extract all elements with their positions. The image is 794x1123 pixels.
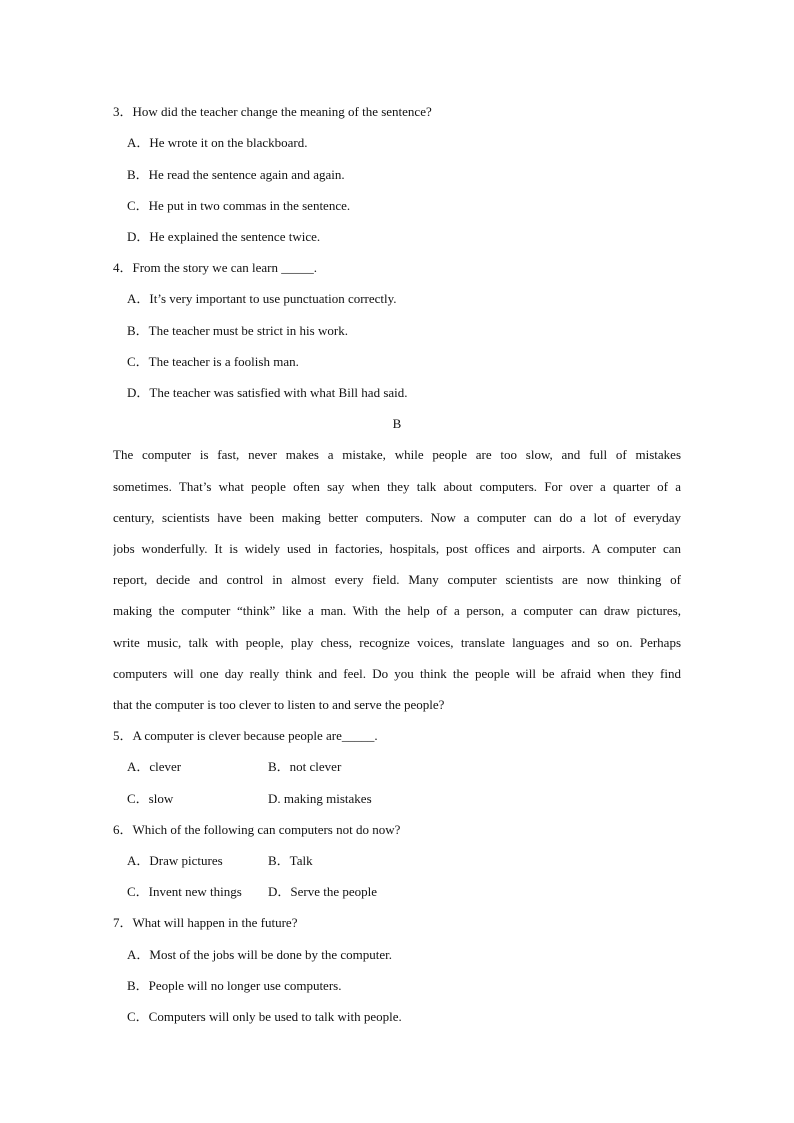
question-4-option-b: B．The teacher must be strict in his work.	[127, 323, 348, 338]
question-4-stem: 4．From the story we can learn _____.	[113, 260, 317, 275]
question-7-option-a: A．Most of the jobs will be done by the computer.	[127, 947, 393, 962]
question-7-option-b: B．People will no longer use computers.	[127, 978, 342, 993]
question-5-option-b: B．not clever	[268, 759, 342, 774]
question-5-option-d: D. making mistakes	[268, 791, 372, 806]
passage-line: report, decide and control in almost every field. Many computer scientists are now thinking of	[113, 572, 681, 587]
question-4-option-d: D．The teacher was satisfied with what Bill had said.	[127, 385, 408, 400]
question-4-option-a: A．It’s very important to use punctuation correctly.	[127, 291, 397, 306]
question-3-option-c: C．He put in two commas in the sentence.	[127, 198, 351, 213]
question-6-option-b: B．Talk	[268, 853, 313, 868]
passage-line: sometimes. That’s what people often say when they talk about computers. For over a quarter of a	[113, 479, 681, 494]
question-3-option-a: A．He wrote it on the blackboard.	[127, 135, 308, 150]
question-5-option-a: A．clever	[127, 759, 182, 774]
question-4-option-c: C．The teacher is a foolish man.	[127, 354, 299, 369]
question-5-option-c: C．slow	[127, 791, 174, 806]
passage-line: making the computer “think” like a man. With the help of a person, a computer can draw pictures,	[113, 603, 681, 618]
passage-line: computers will one day really think and feel. Do you think the people will be afraid when they find	[113, 666, 681, 681]
question-7-option-c: C．Computers will only be used to talk with people.	[127, 1009, 402, 1024]
passage-line: write music, talk with people, play chess, recognize voices, translate languages and so on. Perhaps	[113, 635, 681, 650]
question-6-option-a: A．Draw pictures	[127, 853, 223, 868]
section-b-title: B	[392, 416, 402, 431]
passage-line: that the computer is too clever to listen to and serve the people?	[113, 697, 445, 712]
passage-line: century, scientists have been making better computers. Now a computer can do a lot of everyday	[113, 510, 681, 525]
question-6-option-d: D．Serve the people	[268, 884, 378, 899]
passage-line: The computer is fast, never makes a mistake, while people are too slow, and full of mistakes	[113, 447, 681, 462]
question-5-stem: 5．A computer is clever because people are_____.	[113, 728, 378, 743]
question-6-stem: 6．Which of the following can computers not do now?	[113, 822, 401, 837]
question-3-stem: 3．How did the teacher change the meaning of the sentence?	[113, 104, 432, 119]
question-3-option-b: B．He read the sentence again and again.	[127, 167, 345, 182]
passage-line: jobs wonderfully. It is widely used in factories, hospitals, post offices and airports. A computer can	[113, 541, 681, 556]
question-7-stem: 7．What will happen in the future?	[113, 915, 298, 930]
question-3-option-d: D．He explained the sentence twice.	[127, 229, 321, 244]
question-6-option-c: C．Invent new things	[127, 884, 242, 899]
